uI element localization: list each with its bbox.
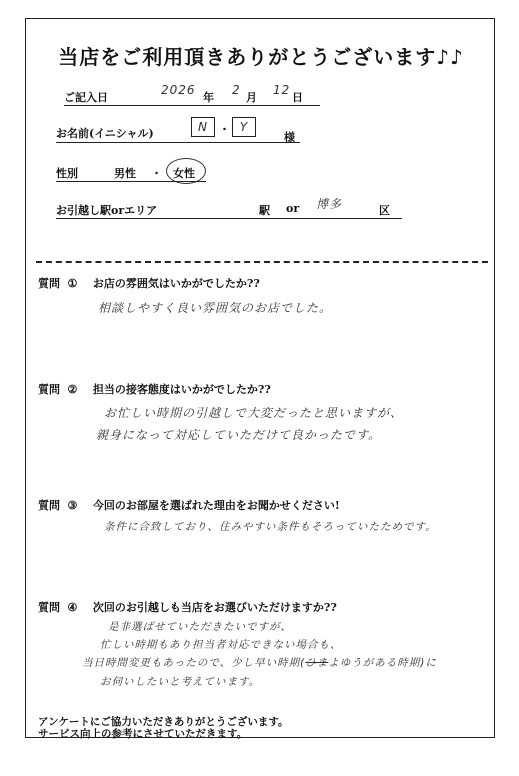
gender-label: 性別 — [56, 167, 78, 180]
question-2-label: 質問 — [38, 383, 60, 396]
question-4-label: 質問 — [38, 601, 60, 614]
footer-line-2: サービス向上の参考にさせていただきます。 — [38, 728, 248, 740]
area-underline — [56, 218, 402, 219]
question-2 — [38, 381, 271, 397]
answer-4-line-3-start: 当日時間変更もあったので、少し早い時期( — [82, 657, 306, 669]
answer-4-line-2: 忙しい時期もあり担当者対応できない場合も、 — [100, 639, 342, 651]
initial-2-box — [232, 117, 256, 137]
question-3-number: ③ — [67, 499, 78, 512]
question-3-text: 今回のお部屋を選ばれた理由をお聞かせください! — [92, 499, 340, 512]
question-1-number: ① — [67, 277, 78, 290]
question-4-number: ④ — [67, 601, 78, 614]
answer-4-line-1: 是非選ばせていただきたいですが、 — [108, 621, 292, 633]
footer-line-1: アンケートにご協力いただきありがとうございます。 — [38, 716, 289, 728]
date-year-value: 2026 — [161, 83, 196, 97]
station-suffix: 駅 — [259, 204, 270, 217]
question-1-label: 質問 — [38, 277, 60, 290]
ward-suffix: 区 — [379, 204, 390, 217]
initial-2-value: Y — [239, 120, 249, 134]
section-divider — [36, 261, 488, 263]
question-4 — [38, 599, 337, 615]
question-1 — [38, 275, 260, 291]
area-value: 博多 — [316, 197, 343, 211]
area-label: お引越し駅orエリア — [56, 204, 158, 217]
answer-1-line-1: 相談しやすく良い雰囲気のお店でした。 — [98, 301, 333, 315]
gender-male: 男性 — [114, 167, 136, 180]
initial-1-box — [191, 117, 215, 137]
question-2-text: 担当の接客態度はいかがでしたか?? — [92, 383, 271, 396]
question-1-text: お店の雰囲気はいかがでしたか?? — [92, 277, 260, 290]
question-2-number: ② — [67, 383, 78, 396]
date-day-value: 12 — [273, 83, 291, 97]
question-4-text: 次回のお引越しも当店をお選びいただけますか?? — [92, 601, 337, 614]
name-underline — [56, 142, 300, 143]
honorific: 様 — [284, 131, 295, 144]
date-day-unit: 日 — [292, 91, 303, 104]
date-year-unit: 年 — [203, 91, 214, 104]
date-underline — [64, 105, 320, 106]
question-3 — [38, 497, 340, 513]
gender-separator: ・ — [151, 167, 162, 180]
date-month-unit: 月 — [246, 91, 257, 104]
date-label: ご記入日 — [64, 91, 108, 104]
answer-4-line-4: お伺いしたいと考えています。 — [100, 676, 261, 688]
question-3-label: 質問 — [38, 499, 60, 512]
survey-form-frame — [25, 18, 495, 738]
or-label: or — [286, 202, 300, 215]
initial-separator: ・ — [219, 123, 230, 136]
answer-4-line-3-end: よゆうがある時期)に — [328, 657, 437, 669]
name-label: お名前(イニシャル) — [56, 127, 154, 140]
gender-underline — [56, 181, 206, 182]
date-month-value: 2 — [232, 83, 241, 97]
gender-female: 女性 — [173, 167, 195, 180]
answer-3-line-1: 条件に合致しており、住みやすい条件もそろっていたためです。 — [104, 521, 437, 533]
answer-4-line-3 — [82, 655, 437, 670]
answer-4-struck-text: ひま — [305, 657, 329, 669]
answer-2-line-1: お忙しい時期の引越しで大変だったと思いますが、 — [104, 406, 404, 420]
form-title: 当店をご利用頂きありがとうございます♪♪ — [58, 45, 464, 69]
answer-2-line-2: 親身になって対応していただけて良かったです。 — [96, 428, 382, 442]
initial-1-value: N — [198, 120, 208, 134]
